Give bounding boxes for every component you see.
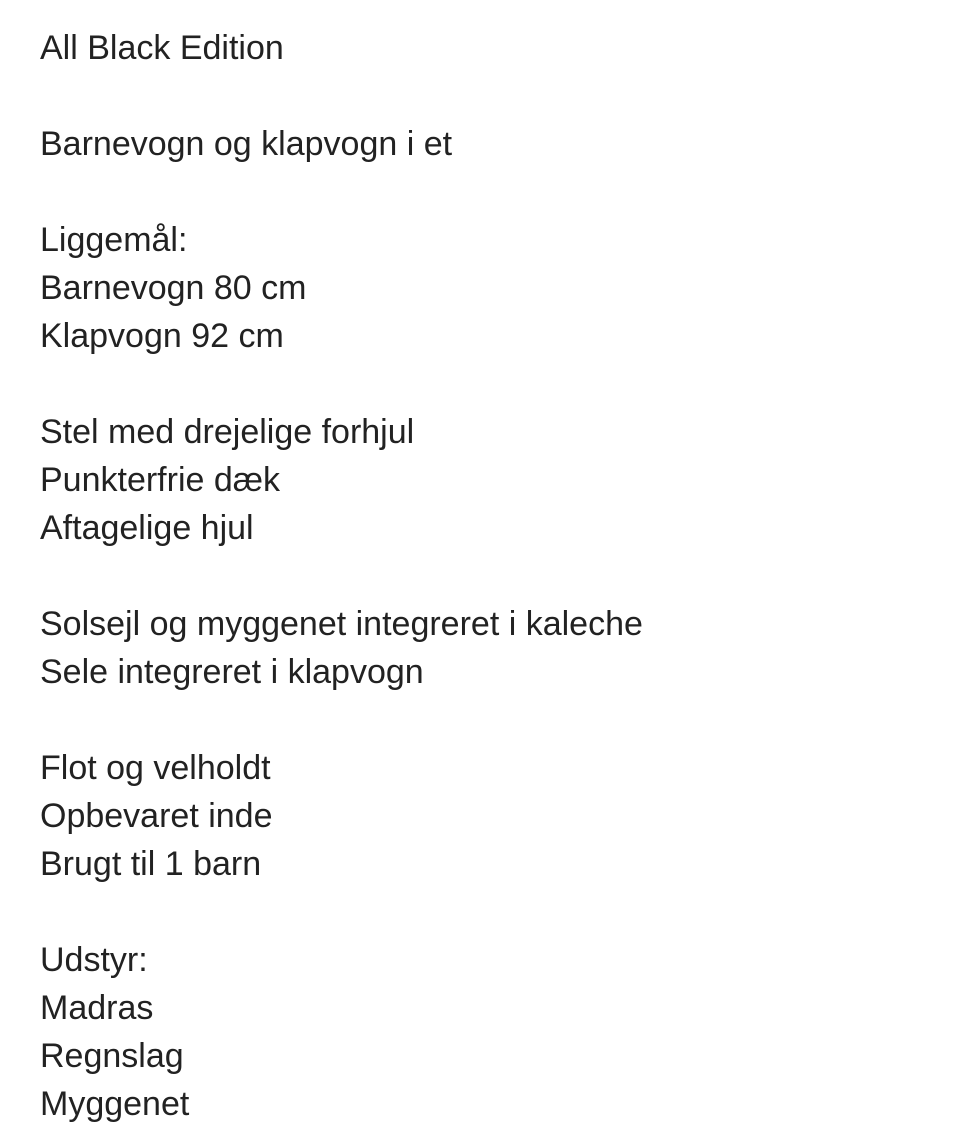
description-line: Solsejl og myggenet integreret i kaleche <box>40 605 643 643</box>
description-line: Flot og velholdt <box>40 749 271 787</box>
description-line: Madras <box>40 989 154 1027</box>
description-title: All Black Edition <box>40 29 284 67</box>
description-line: Barnevogn 80 cm <box>40 269 307 307</box>
description-line: Klapvogn 92 cm <box>40 317 284 355</box>
description-line: Regnslag <box>40 1037 184 1075</box>
description-line: Opbevaret inde <box>40 797 273 835</box>
description-line: Barnevogn og klapvogn i et <box>40 125 453 163</box>
description-line: Aftagelige hjul <box>40 509 254 547</box>
description-line: Myggenet <box>40 1085 190 1123</box>
description-line: Sele integreret i klapvogn <box>40 653 424 691</box>
blank-line <box>40 888 960 936</box>
blank-line <box>40 168 960 216</box>
description-line: Udstyr: <box>40 941 148 979</box>
blank-line <box>40 360 960 408</box>
blank-line <box>40 696 960 744</box>
description-line: Punkterfrie dæk <box>40 461 280 499</box>
description-line: Brugt til 1 barn <box>40 845 262 883</box>
description-line: Liggemål: <box>40 221 188 259</box>
blank-line <box>40 72 960 120</box>
description-line: Stel med drejelige forhjul <box>40 413 415 451</box>
blank-line <box>40 552 960 600</box>
